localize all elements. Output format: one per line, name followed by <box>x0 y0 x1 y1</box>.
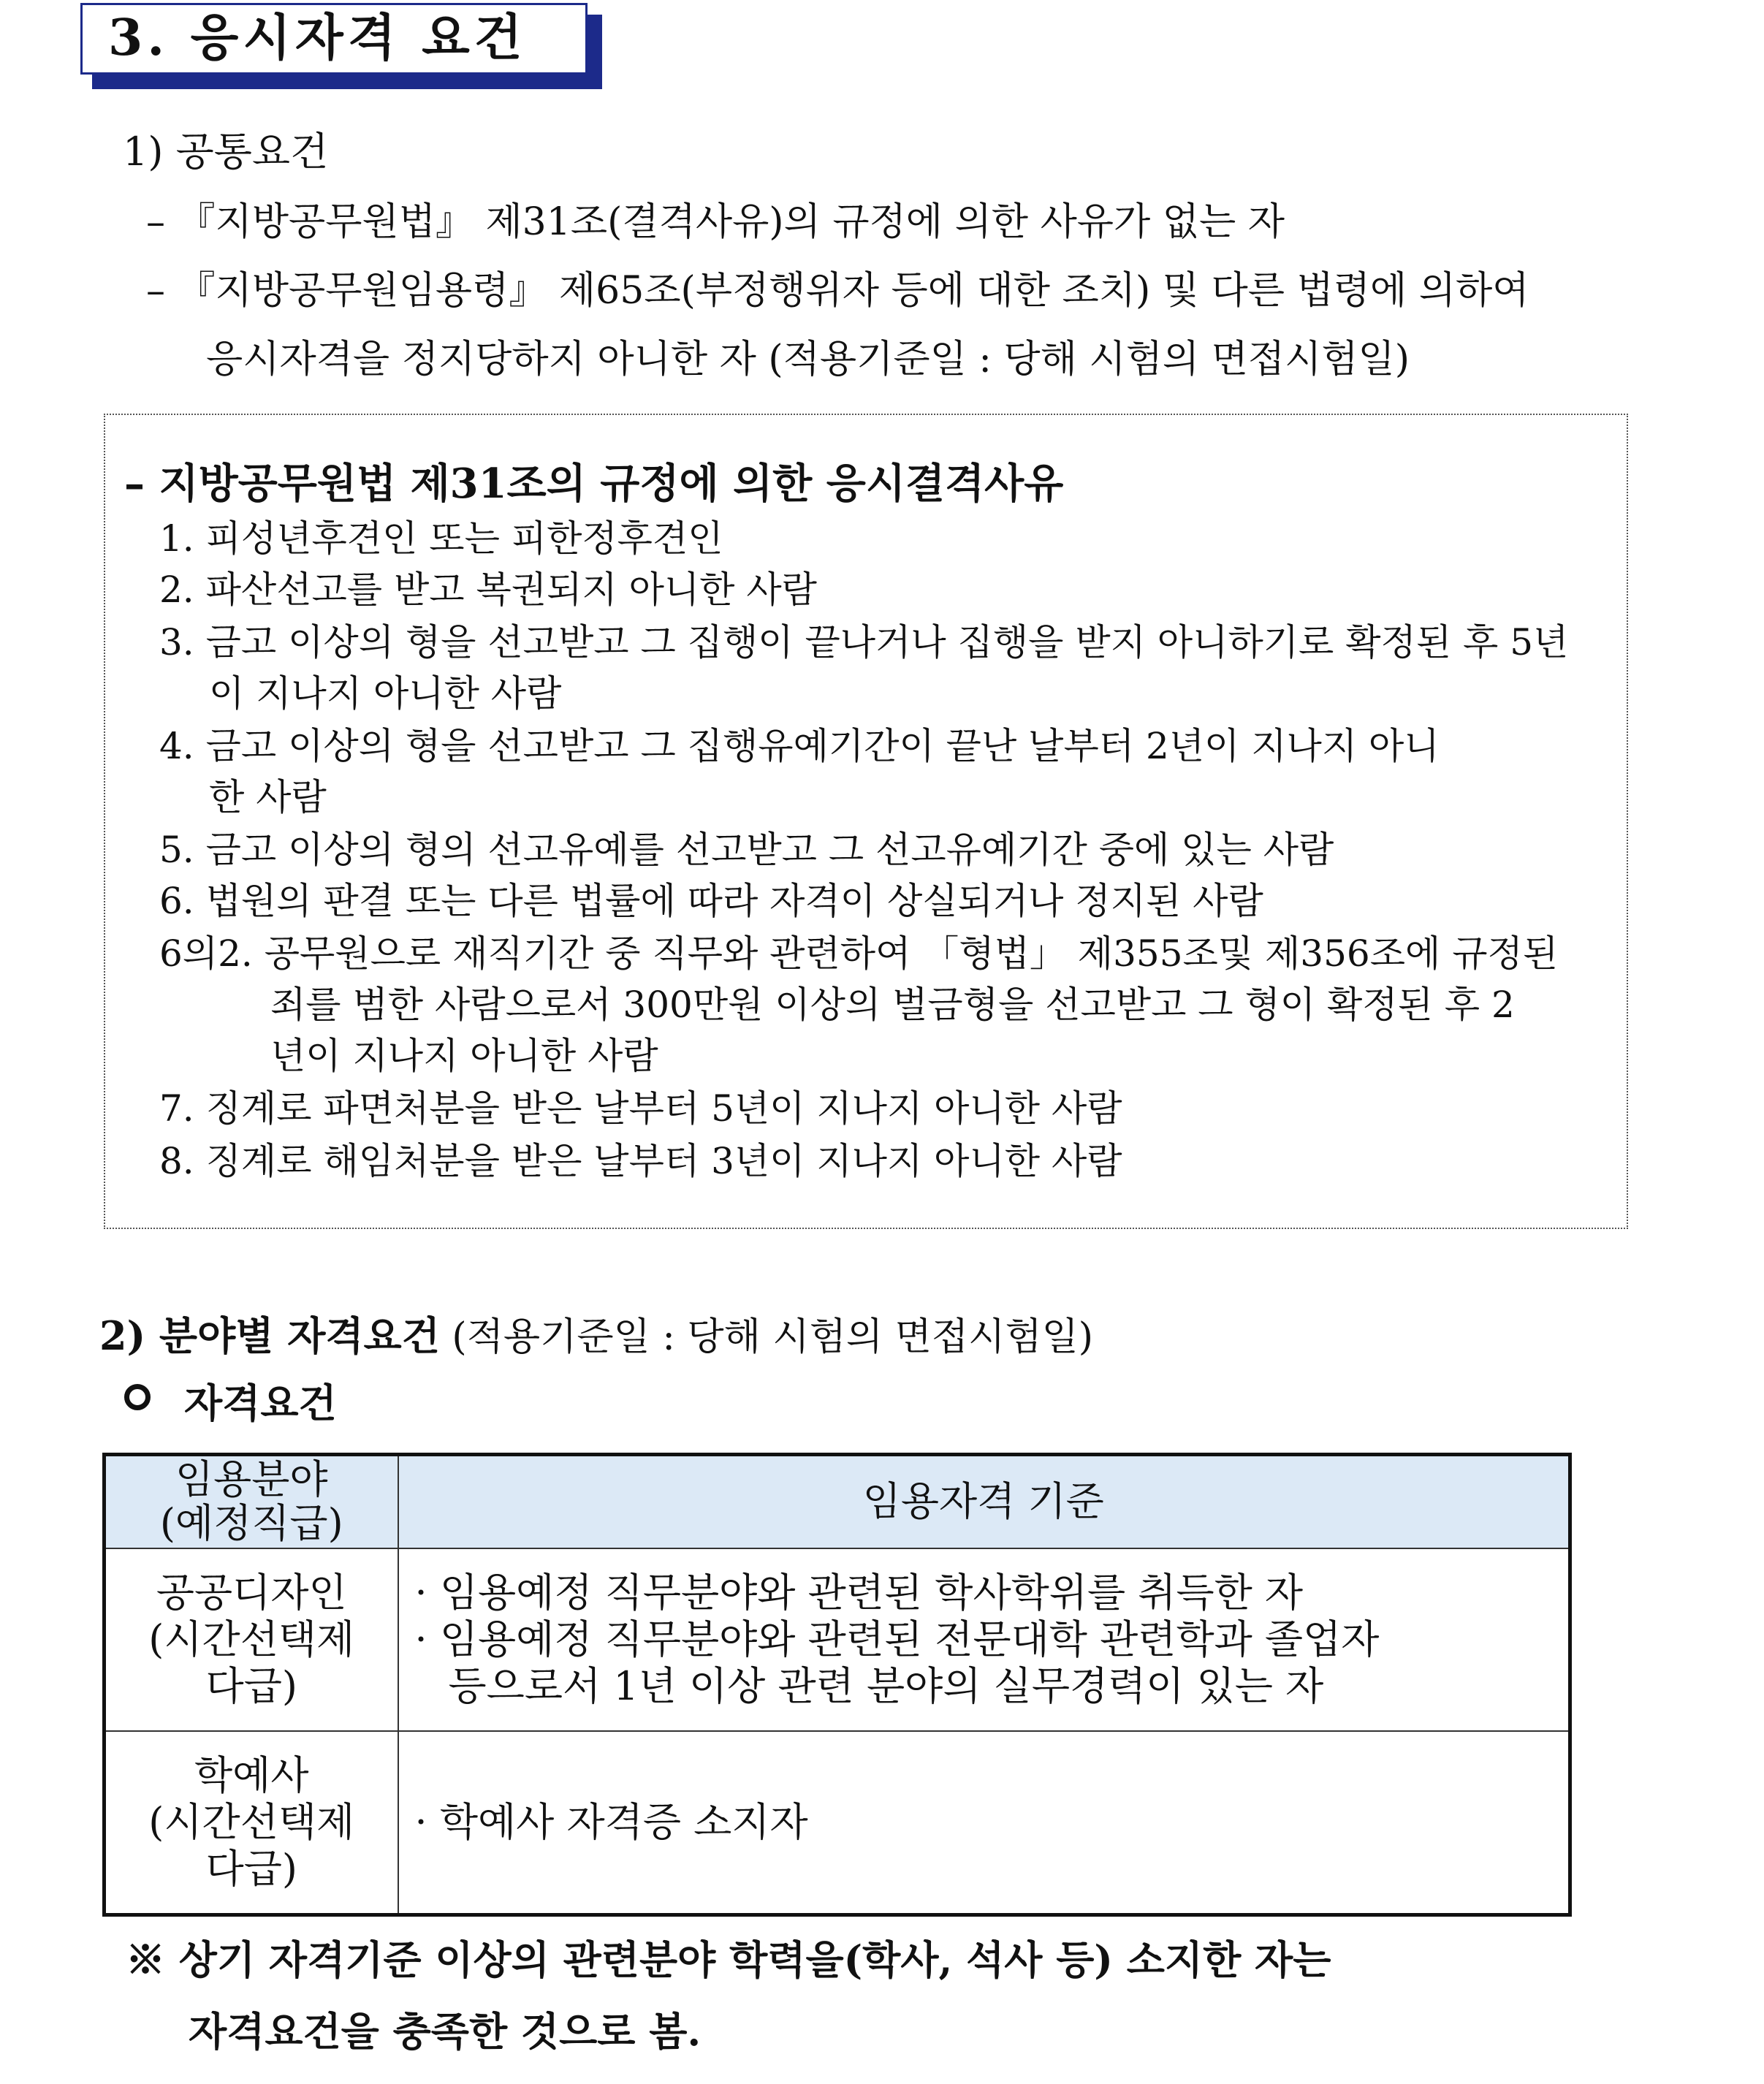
disq-line-6-2-cont1: 죄를 범한 사람으로서 300만원 이상의 벌금형을 선고받고 그 형이 확정된 후 2 <box>270 984 1515 1026</box>
common-heading: 1) 공통요건 <box>123 129 329 175</box>
disq-line-5: 5. 금고 이상의 형의 선고유예를 선고받고 그 선고유예기간 중에 있는 사람 <box>159 829 1334 871</box>
field-grade-cont: 다급) <box>205 1662 297 1709</box>
circle-bullet-icon <box>124 1384 151 1410</box>
field-heading <box>99 1312 1093 1361</box>
disq-line-8: 8. 징계로 해임처분을 받은 날부터 3년이 지나지 아니한 사람 <box>159 1140 1122 1182</box>
disq-line-6: 6. 법원의 판결 또는 다른 법률에 따라 자격이 상실되거나 정지된 사람 <box>159 880 1263 922</box>
disq-line-7: 7. 징계로 파면처분을 받은 날부터 5년이 지나지 아니한 사람 <box>159 1087 1122 1130</box>
note-line-1: ※ 상기 자격기준 이상의 관련분야 학력을(학사, 석사 등) 소지한 자는 <box>126 1936 1331 1983</box>
criteria-line-cont: 등으로서 1년 이상 관련 분야의 실무경력이 있는 자 <box>448 1662 1324 1709</box>
field-name: 학예사 <box>194 1752 309 1798</box>
table-row <box>104 1548 1570 1731</box>
disq-line-2: 2. 파산선고를 받고 복권되지 아니한 사람 <box>159 568 817 611</box>
header-field <box>104 1455 398 1548</box>
disq-line-4-cont: 한 사람 <box>209 776 327 818</box>
note-line-2: 자격요건을 충족한 것으로 봄. <box>189 2008 702 2055</box>
section-title: 3. 응시자격 요건 <box>108 9 527 67</box>
qualification-subheading: 자격요건 <box>184 1380 337 1426</box>
field-grade: (시간선택제 <box>148 1798 355 1845</box>
field-grade: (시간선택제 <box>148 1616 355 1662</box>
criteria-cell <box>398 1548 1570 1731</box>
criteria-line: · 임용예정 직무분야와 관련된 학사학위를 취득한 자 <box>414 1569 1304 1616</box>
criteria-line: · 임용예정 직무분야와 관련된 전문대학 관련학과 졸업자 <box>414 1616 1380 1662</box>
field-cell <box>104 1731 398 1915</box>
qualification-table <box>102 1453 1572 1917</box>
disq-line-1: 1. 피성년후견인 또는 피한정후견인 <box>159 517 723 560</box>
common-bullet-2: – 『지방공무원임용령』 제65조(부정행위자 등에 대한 조치) 및 다른 법령에 의하여 <box>146 269 1529 313</box>
common-bullet-1: – 『지방공무원법』 제31조(결격사유)의 규정에 의한 사유가 없는 자 <box>146 200 1285 244</box>
table-header-row <box>104 1455 1570 1548</box>
header-criteria: 임용자격 기준 <box>398 1455 1570 1548</box>
common-bullet-2-cont: 응시자격을 정지당하지 아니한 자 (적용기준일 : 당해 시험의 면접시험일) <box>206 338 1410 381</box>
header-field-line2: (예정직급) <box>159 1500 343 1547</box>
field-name: 공공디자인 <box>156 1569 347 1616</box>
disq-line-3: 3. 금고 이상의 형을 선고받고 그 집행이 끝나거나 집행을 받지 아니하기로 확정된 후 5년 <box>159 621 1569 663</box>
criteria-line: · 학예사 자격증 소지자 <box>414 1798 808 1845</box>
disq-line-3-cont: 이 지나지 아니한 사람 <box>209 672 562 715</box>
criteria-cell <box>398 1731 1570 1915</box>
disqualification-heading: – 지방공무원법 제31조의 규정에 의한 응시결격사유 <box>124 460 1064 508</box>
field-cell <box>104 1548 398 1731</box>
disq-line-4: 4. 금고 이상의 형을 선고받고 그 집행유예기간이 끝난 날부터 2년이 지나지 아니 <box>159 725 1440 767</box>
header-field-line1: 임용분야 <box>175 1456 328 1503</box>
disq-line-6-2-cont2: 년이 지나지 아니한 사람 <box>270 1035 658 1077</box>
field-grade-cont: 다급) <box>205 1845 297 1892</box>
disq-line-6-2: 6의2. 공무원으로 재직기간 중 직무와 관련하여 「형법」 제355조및 제356조에 규정된 <box>159 932 1559 975</box>
table-row <box>104 1731 1570 1915</box>
field-heading-bold: 2) 분야별 자격요건 <box>99 1312 440 1359</box>
field-heading-note: (적용기준일 : 당해 시험의 면접시험일) <box>452 1315 1094 1359</box>
